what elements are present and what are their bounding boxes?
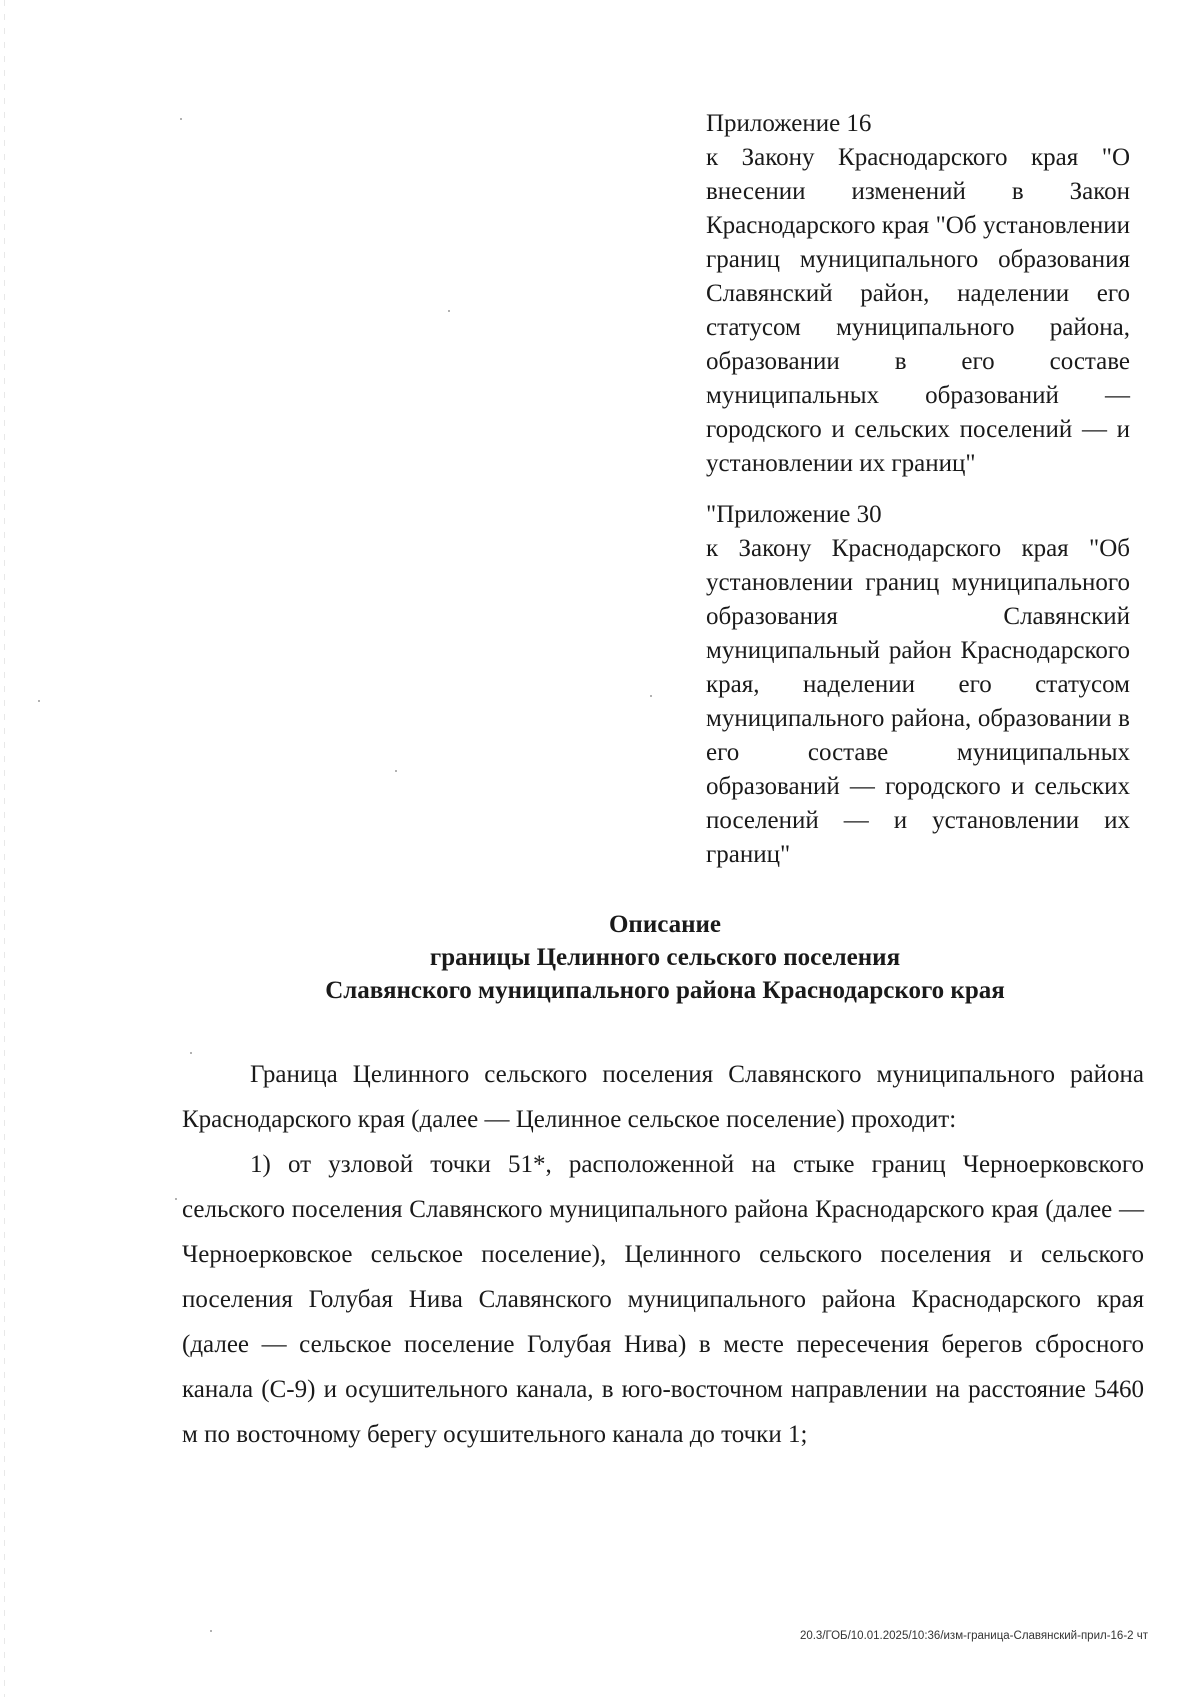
appendix-16-title: Приложение 16 (706, 110, 872, 137)
scan-speck (175, 1198, 177, 1200)
scan-speck (190, 1052, 192, 1054)
appendix-16-block (706, 107, 1130, 481)
body-paragraph-2: 1) от узловой точки 51*, расположенной на стыке границ Черноерковского сельского поселения Славянского муниципального района Краснодарского края (далее — Черноерковское сельское поселение), Целинного сельского поселения и сельского поселения Голубая Нива Славянского муниципального района Краснодарского края (далее — сельское поселение Голубая Нива) в месте пересечения берегов сбросного канала (С-9) и осушительного канала, в юго-восточном направлении на расстояние 5460 м по восточному берегу осушительного канала до точки 1; (182, 1151, 1144, 1448)
body-paragraph-1: Граница Целинного сельского поселения Славянского муниципального района Краснодарского края (далее — Целинное сельское поселение) проходит: (182, 1061, 1144, 1133)
appendix-30-title: "Приложение 30 (706, 501, 882, 528)
heading-line-1: Описание (608, 911, 722, 938)
document-body (182, 1052, 1144, 1457)
scan-edge-shadow (4, 0, 5, 1697)
scan-speck (650, 695, 652, 697)
heading-line-3: Славянского муниципального района Краснодарского края (325, 977, 1005, 1004)
scan-speck (395, 770, 397, 772)
scan-speck (38, 700, 40, 702)
document-heading (180, 908, 1150, 1007)
appendix-30-block (706, 498, 1130, 872)
scan-speck (448, 310, 450, 312)
scan-speck (210, 1630, 212, 1632)
appendix-16-text: к Закону Краснодарского края "О внесении изменений в Закон Краснодарского края "Об установлении границ муниципального образования Славянский район, наделении его статусом муниципального района, образовании в его составе муниципальных образований — городского и сельских поселений — и установлении их границ" (706, 144, 1130, 477)
appendix-30-text: к Закону Краснодарского края "Об установлении границ муниципального образования Славянский муниципальный район Краснодарского края, наделении его статусом муниципального района, образовании в его составе муниципальных образований — городского и сельских поселений — и установлении их границ" (706, 535, 1130, 868)
heading-line-2: границы Целинного сельского поселения (429, 944, 901, 971)
scan-speck (180, 118, 182, 120)
footer-document-code: 20.3/ГОБ/10.01.2025/10:36/изм-граница-Славянский-прил-16-2 чт (799, 1630, 1148, 1642)
